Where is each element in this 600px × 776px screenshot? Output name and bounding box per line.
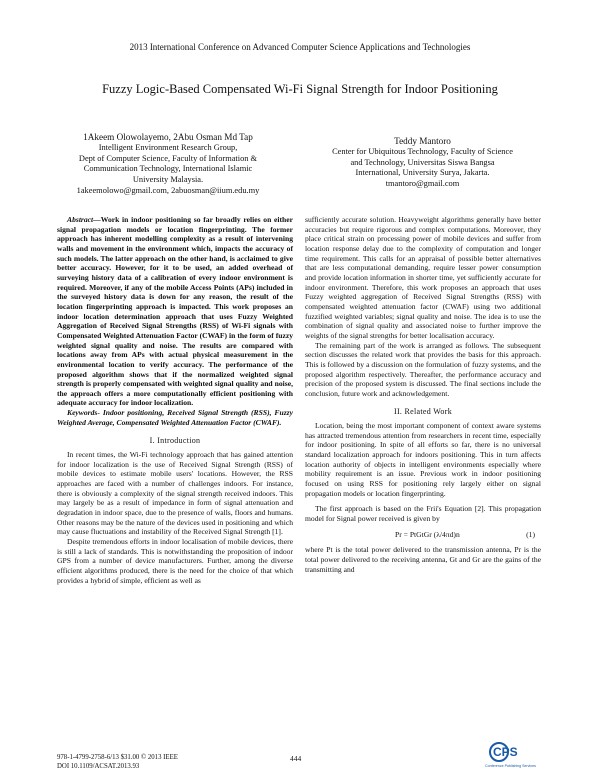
doi: DOI 10.1109/ACSAT.2013.93	[57, 762, 140, 770]
left-column	[57, 215, 293, 585]
section-heading-introduction: I. Introduction	[149, 436, 201, 446]
cps-logo	[483, 740, 543, 770]
affil-line: Dept of Computer Science, Faculty of Information &	[78, 153, 258, 163]
paper-title: Fuzzy Logic-Based Compensated Wi-Fi Signal Strength for Indoor Positioning	[102, 82, 498, 96]
keywords: Keywords- Indoor positioning, Received Signal Strength (RSS), Fuzzy Weighted Average, Compensated Weighted Attenuation Factor (CWAF).	[57, 408, 293, 427]
author-names-left: 1Akeem Olowolayemo, 2Abu Osman Md Tap	[83, 132, 253, 142]
author-block-left	[50, 132, 286, 197]
author-emails-right: tmantoro@gmail.com	[385, 179, 460, 189]
equation-1	[305, 530, 541, 540]
affil-line: Intelligent Environment Research Group,	[98, 142, 238, 152]
author-names-right: Teddy Mantoro	[394, 136, 451, 146]
abstract-text: Work in indoor positioning so far broadly relies on either signal propagation models or location fingerprinting. The former approach has inherent modelling complexity as a result of intervening walls and movement in the environment which, impacts the accuracy of such models. The latter approach on the other hand, is acclaimed to give better accuracy. However, for it to be used, an added overhead of surveying history data of a calibration of every indoor environment is required. Moreover, if any of the mobile Access Points (APs) included in the surveyed history data is down for any reason, the result of the location fingerprinting approach is impacted. This work proposes an indoor location determination approach that uses Fuzzy Weighted Aggregation of Received Signal Strengths (RSS) of Wi-Fi signals with Compensated Weighted Attenuation Factor (CWAF) in the form of fuzzy weighted signal quality and noise. The results are compared with locations away from APs with actual physical measurement in the environmental location to verify accuracy. The performance of the proposed algorithm shows that if the normalized weighted signal strength is properly compensated with weighted signal quality and noise, the approach offers a more computationally efficient positioning with adequate accuracy for indoor localization.	[57, 215, 293, 408]
related-paragraph: The first approach is based on the Frii's Equation [2]. This propagation model for Signal power received is given by	[305, 504, 541, 524]
section-heading-related-work: II. Related Work	[394, 407, 452, 417]
equation-body: Pr = PtGtGr (λ/4πd)n	[395, 529, 460, 539]
affil-line: and Technology, Universitas Siswa Bangsa	[350, 157, 495, 167]
equation-number: (1)	[526, 529, 535, 539]
related-paragraph: Location, being the most important component of context aware systems has attracted tremendous attention from researchers in recent time, especially for indoor positioning. In spite of all efforts so far, there is no universal standard localization approach for indoors positioning. This in turn affects location authority of objects in intelligent environments especially where mobility requirement is an issue. Previous work in indoor positioning focused on using RSS for positioning rely largely either on signal propagation models or location fingerprinting.	[305, 421, 541, 498]
abstract	[57, 215, 293, 408]
author-emails-left: 1akeemolowo@gmail.com, 2abuosman@iium.edu.my	[76, 185, 260, 195]
isbn: 978-1-4799-2758-6/13 $31.00 © 2013 IEEE	[57, 754, 178, 761]
affil-line: Communication Technology, International Islamic	[83, 164, 253, 174]
right-column	[305, 215, 541, 574]
author-block-right	[305, 136, 540, 190]
abstract-label: Abstract—	[67, 215, 101, 224]
affil-line: Center for Ubiquitous Technology, Faculty of Science	[332, 146, 513, 156]
cps-logo-icon	[483, 740, 543, 770]
intro-paragraph: Despite tremendous efforts in indoor localisation of mobile devices, there is still a lack of standards. This is notwithstanding the proposition of indoor GPS from a number of device manufacturers. Further, among the diverse efficient algorithms produced, there is the need for the choice of that which provides a hybrid of simple, efficient as well as	[57, 537, 293, 585]
body-paragraph: sufficiently accurate solution. Heavyweight algorithms generally have better accuracies but require rigorous and complex computations. Moreover, they place critical strain on processing power of mobile devices and suffer from location response delay due to the complexity of computation and longer time requirement. This calls for an appraisal of possible better alternatives that are less computational demanding, require lesser power consumption and provide location information in shorter time, yet sufficiently accurate for indoor environment. Therefore, this work proposes an approach that uses Fuzzy weighted aggregation of Received Signal Strengths (RSS) with compensated weighted attenuation factor (CWAF) using two additional fuzzified weighted variables; signal quality and noise. The idea is to use the combination of signal quality and associated noise to further improve the weights of the signal strengths for better localisation accuracy.	[305, 215, 541, 340]
body-paragraph: The remaining part of the work is arranged as follows. The subsequent section discusses the related work that provides the basis for this approach. This is followed by a discussion on the formulation of fuzzy systems, and the proposed algorithm respectively. Thereafter, the performance accuracy and precision of the proposed system is discussed. The final sections include the conclusion, future work and acknowledgement.	[305, 340, 541, 398]
cps-logo-text: CPS	[493, 745, 518, 759]
intro-paragraph: In recent times, the Wi-Fi technology approach that has gained attention for indoor localization is the use of Received Signal Strength (RSS) of mobile devices to estimate mobile users' locations. However, the RSS approaches are faced with a number of challenges indoors. For instance, there is obviously a complexity of the signal strength received indoors. This may largely be as a result of impedance in form of signal attenuation and degradation in indoor space, due to the presence of walls, floors and humans. Other reasons may be the nature of the devices used in positioning and which may cause fluctuations and instability of the Received Signal Strength [1].	[57, 450, 293, 537]
affil-line: University Malaysia.	[132, 175, 204, 185]
cps-logo-sub: Conference Publishing Services	[485, 764, 536, 768]
page-number: 444	[290, 754, 302, 763]
body-paragraph: where Pt is the total power delivered to the transmission antenna, Pr is the total power delivered to the receiving antenna, Gt and Gr are the gains of the transmitting and	[305, 545, 541, 574]
footer-ids	[57, 754, 178, 771]
affil-line: International, University Surya, Jakarta.	[355, 168, 490, 178]
conference-header: 2013 International Conference on Advanced Computer Science Applications and Technologies	[129, 42, 471, 52]
